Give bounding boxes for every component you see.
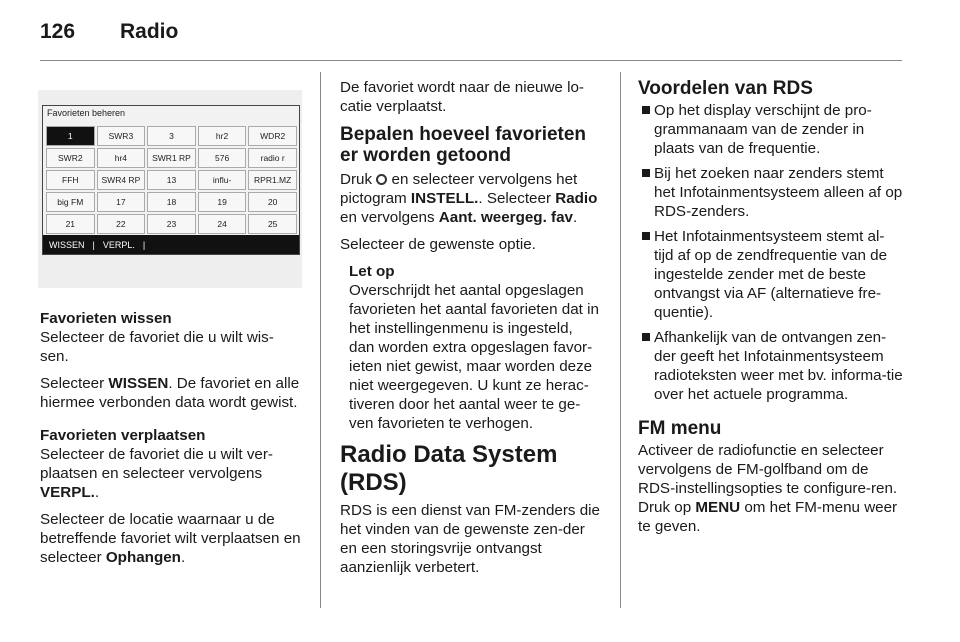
paragraph: Selecteer WISSEN. De favoriet en alle hiermee verbonden data wordt gewist. [40, 375, 300, 411]
favorite-preset[interactable]: 18 [147, 192, 196, 212]
favorite-preset[interactable]: 576 [198, 148, 247, 168]
column-2 [340, 78, 602, 585]
heading-fm-menu: FM menu [638, 418, 722, 439]
bar-button[interactable]: VERPL. [102, 239, 135, 250]
favorites-grid [46, 126, 297, 236]
grid-row [46, 148, 297, 168]
paragraph: Activeer de radiofunctie en selecteer vervolgens de FM-golfband om de RDS-instellingsopties te configure-ren. Druk op MENU om het FM-menu weer te geven. [638, 442, 898, 535]
heading-rds: Radio Data System (RDS) [340, 441, 558, 496]
bullet-square-icon [642, 106, 650, 114]
paragraph: Selecteer de gewenste optie. [340, 236, 536, 253]
list-item [638, 101, 903, 158]
header-rule [40, 60, 902, 61]
rds-benefits-list [638, 101, 903, 404]
bar-button[interactable]: WISSEN [49, 239, 85, 250]
favorite-preset[interactable]: RPR1.MZ [248, 170, 297, 190]
paragraph: Selecteer de favoriet die u wilt wis-sen. [40, 329, 274, 365]
bullet-square-icon [642, 333, 650, 341]
paragraph: Selecteer de favoriet die u wilt ver-plaatsen en selecteer vervolgens VERPL.. [40, 446, 273, 501]
column-divider-2 [620, 72, 621, 608]
list-item-text: Bij het zoeken naar zenders stemt het Infotainmentsysteem alleen af op RDS-zenders. [654, 165, 903, 220]
list-item-text: Het Infotainmentsysteem stemt al-tijd af op de zendfrequentie van de ingestelde zender met de beste ontvangst via AF (alternatieve fre-quentie). [654, 228, 888, 321]
column-divider-1 [320, 72, 321, 608]
screen-title: Favorieten beheren [47, 108, 126, 118]
column-3 [638, 78, 903, 544]
favorite-preset[interactable]: influ- [198, 170, 247, 190]
grid-row [46, 214, 297, 234]
favorite-preset[interactable]: SWR1 RP [147, 148, 196, 168]
grid-row [46, 170, 297, 190]
favorite-preset[interactable]: SWR4 RP [97, 170, 146, 190]
list-item [638, 227, 903, 322]
bullet-square-icon [642, 169, 650, 177]
paragraph: Selecteer de locatie waarnaar u de betreffende favoriet wilt verplaatsen en selecteer Ophangen. [40, 511, 301, 566]
favorite-preset[interactable]: 19 [198, 192, 247, 212]
favorite-preset[interactable]: 3 [147, 126, 196, 146]
note-box [340, 262, 602, 433]
note-text: Overschrijdt het aantal opgeslagen favorieten het aantal favorieten dat in het instellingenmenu is ingesteld, dan worden extra opgeslagen favor-ieten niet gewist, maar worden deze niet weergegeven. U kunt ze herac-tiveren door het aantal weer te ge-ven favorieten te verhogen. [349, 282, 599, 432]
heading-bepalen: Bepalen hoeveel favorieten er worden getoond [340, 124, 587, 166]
screen-action-bar [43, 235, 299, 254]
heading-voordelen-rds: Voordelen van RDS [638, 78, 813, 99]
favorite-preset[interactable]: FFH [46, 170, 95, 190]
page-title: Radio [120, 20, 179, 43]
favorite-preset[interactable]: big FM [46, 192, 95, 212]
grid-row [46, 126, 297, 146]
paragraph: De favoriet wordt naar de nieuwe lo-catie verplaatst. [340, 79, 584, 115]
favorite-preset[interactable]: 22 [97, 214, 146, 234]
favorite-preset[interactable]: 17 [97, 192, 146, 212]
favorite-preset[interactable]: 21 [46, 214, 95, 234]
grid-row [46, 192, 297, 212]
favorite-preset[interactable]: SWR2 [46, 148, 95, 168]
favorite-preset[interactable]: 20 [248, 192, 297, 212]
bullet-square-icon [642, 232, 650, 240]
favorites-screen-image [38, 90, 302, 288]
favorite-preset[interactable]: 1 [46, 126, 95, 146]
favorites-screen [42, 105, 300, 255]
favorite-preset[interactable]: hr4 [97, 148, 146, 168]
list-item [638, 164, 903, 221]
favorite-preset[interactable]: WDR2 [248, 126, 297, 146]
favorite-preset[interactable]: radio r [248, 148, 297, 168]
bar-separator: | [142, 239, 146, 250]
favorite-preset[interactable]: 13 [147, 170, 196, 190]
page-header [40, 20, 178, 44]
favorite-preset[interactable]: hr2 [198, 126, 247, 146]
list-item [638, 328, 903, 404]
paragraph: Druk en selecteer vervolgens het pictogram INSTELL.. Selecteer Radio en vervolgens Aant. weergeg. fav. [340, 171, 598, 226]
heading-favorieten-wissen: Favorieten wissen [40, 310, 172, 327]
list-item-text: Afhankelijk van de ontvangen zen-der geeft het Infotainmentsysteem radioteksten weer met bv. informa-tie over het actuele programma. [654, 329, 903, 403]
bar-separator: | [92, 239, 95, 250]
page-number: 126 [40, 20, 76, 43]
column-1 [40, 309, 302, 575]
favorite-preset[interactable]: 23 [147, 214, 196, 234]
paragraph: RDS is een dienst van FM-zenders die het vinden van de gewenste zen-der en een storingsvrije ontvangst aanzienlijk verbetert. [340, 502, 600, 576]
heading-favorieten-verplaatsen: Favorieten verplaatsen [40, 427, 206, 444]
settings-gear-icon [376, 174, 387, 185]
list-item-text: Op het display verschijnt de pro-grammanaam van de zender in plaats van de frequentie. [654, 102, 872, 157]
favorite-preset[interactable]: 25 [248, 214, 297, 234]
note-title: Let op [349, 263, 395, 280]
favorite-preset[interactable]: SWR3 [97, 126, 146, 146]
favorite-preset[interactable]: 24 [198, 214, 247, 234]
